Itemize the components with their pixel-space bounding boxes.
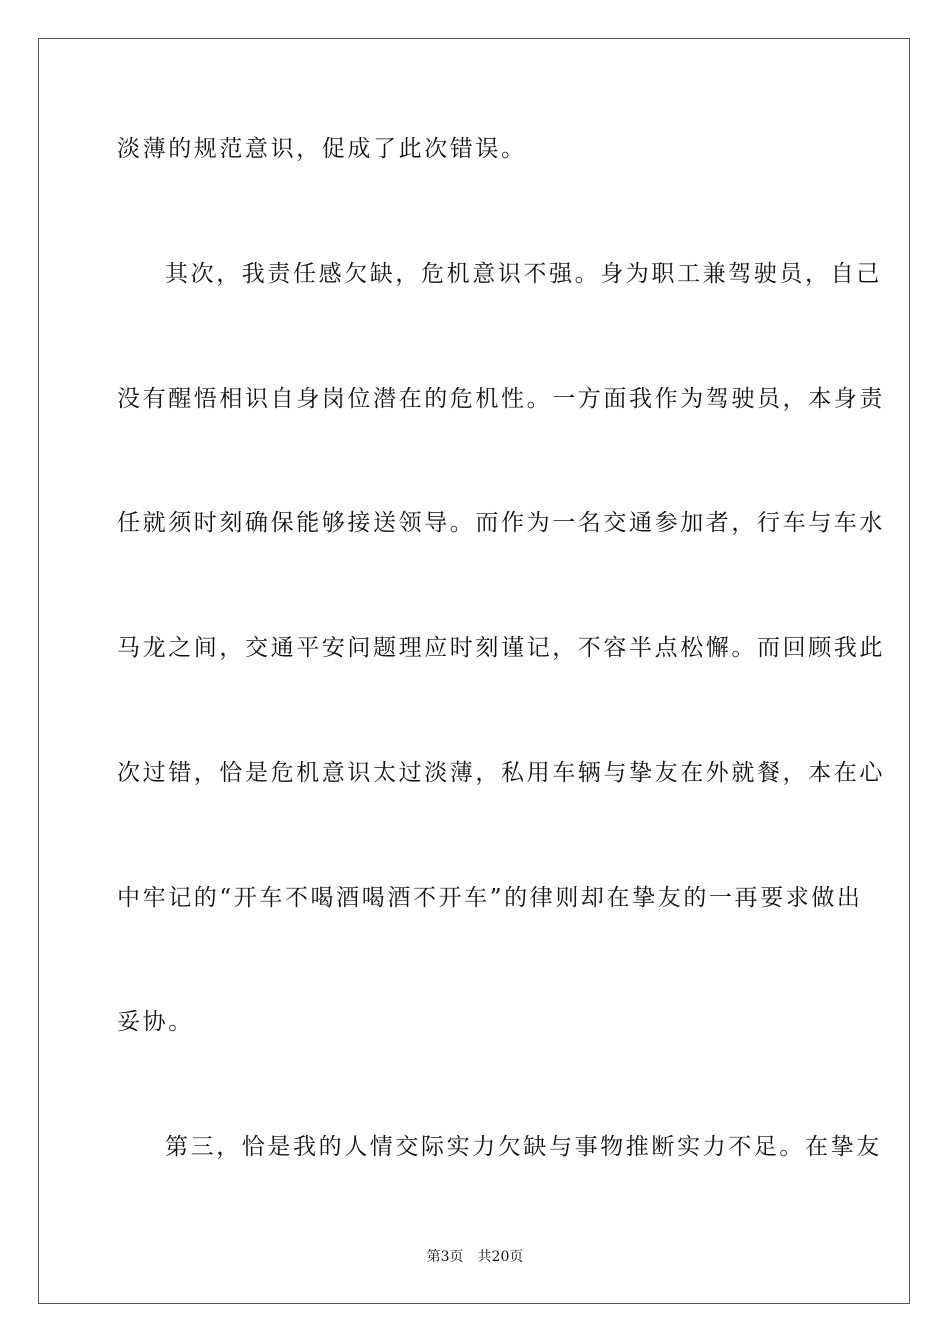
page-border: [38, 38, 910, 1304]
page-total: 共20页: [477, 1249, 524, 1265]
body-text-line: 淡薄的规范意识，促成了此次错误。: [117, 136, 527, 162]
body-text-line: 任就须时刻确保能够接送领导。而作为一名交通参加者，行车与车水: [117, 510, 885, 536]
body-text-line: 中牢记的“开车不喝酒喝酒不开车”的律则却在挚友的一再要求做出: [117, 885, 863, 911]
body-text-line: 没有醒悟相识自身岗位潜在的危机性。一方面我作为驾驶员，本身责: [117, 386, 885, 412]
body-text-line: 妥协。: [117, 1009, 194, 1035]
body-text-line: 马龙之间，交通平安问题理应时刻谨记，不容半点松懈。而回顾我此: [117, 635, 885, 661]
paragraph-start-line: 其次，我责任感欠缺，危机意识不强。身为职工兼驾驶员，自己: [165, 261, 882, 287]
page-number: 第3页: [426, 1249, 464, 1265]
page-footer: [0, 1248, 950, 1266]
body-text-line: 次过错，恰是危机意识太过淡薄，私用车辆与挚友在外就餐，本在心: [117, 760, 885, 786]
paragraph-start-line: 第三，恰是我的人情交际实力欠缺与事物推断实力不足。在挚友: [165, 1134, 882, 1160]
